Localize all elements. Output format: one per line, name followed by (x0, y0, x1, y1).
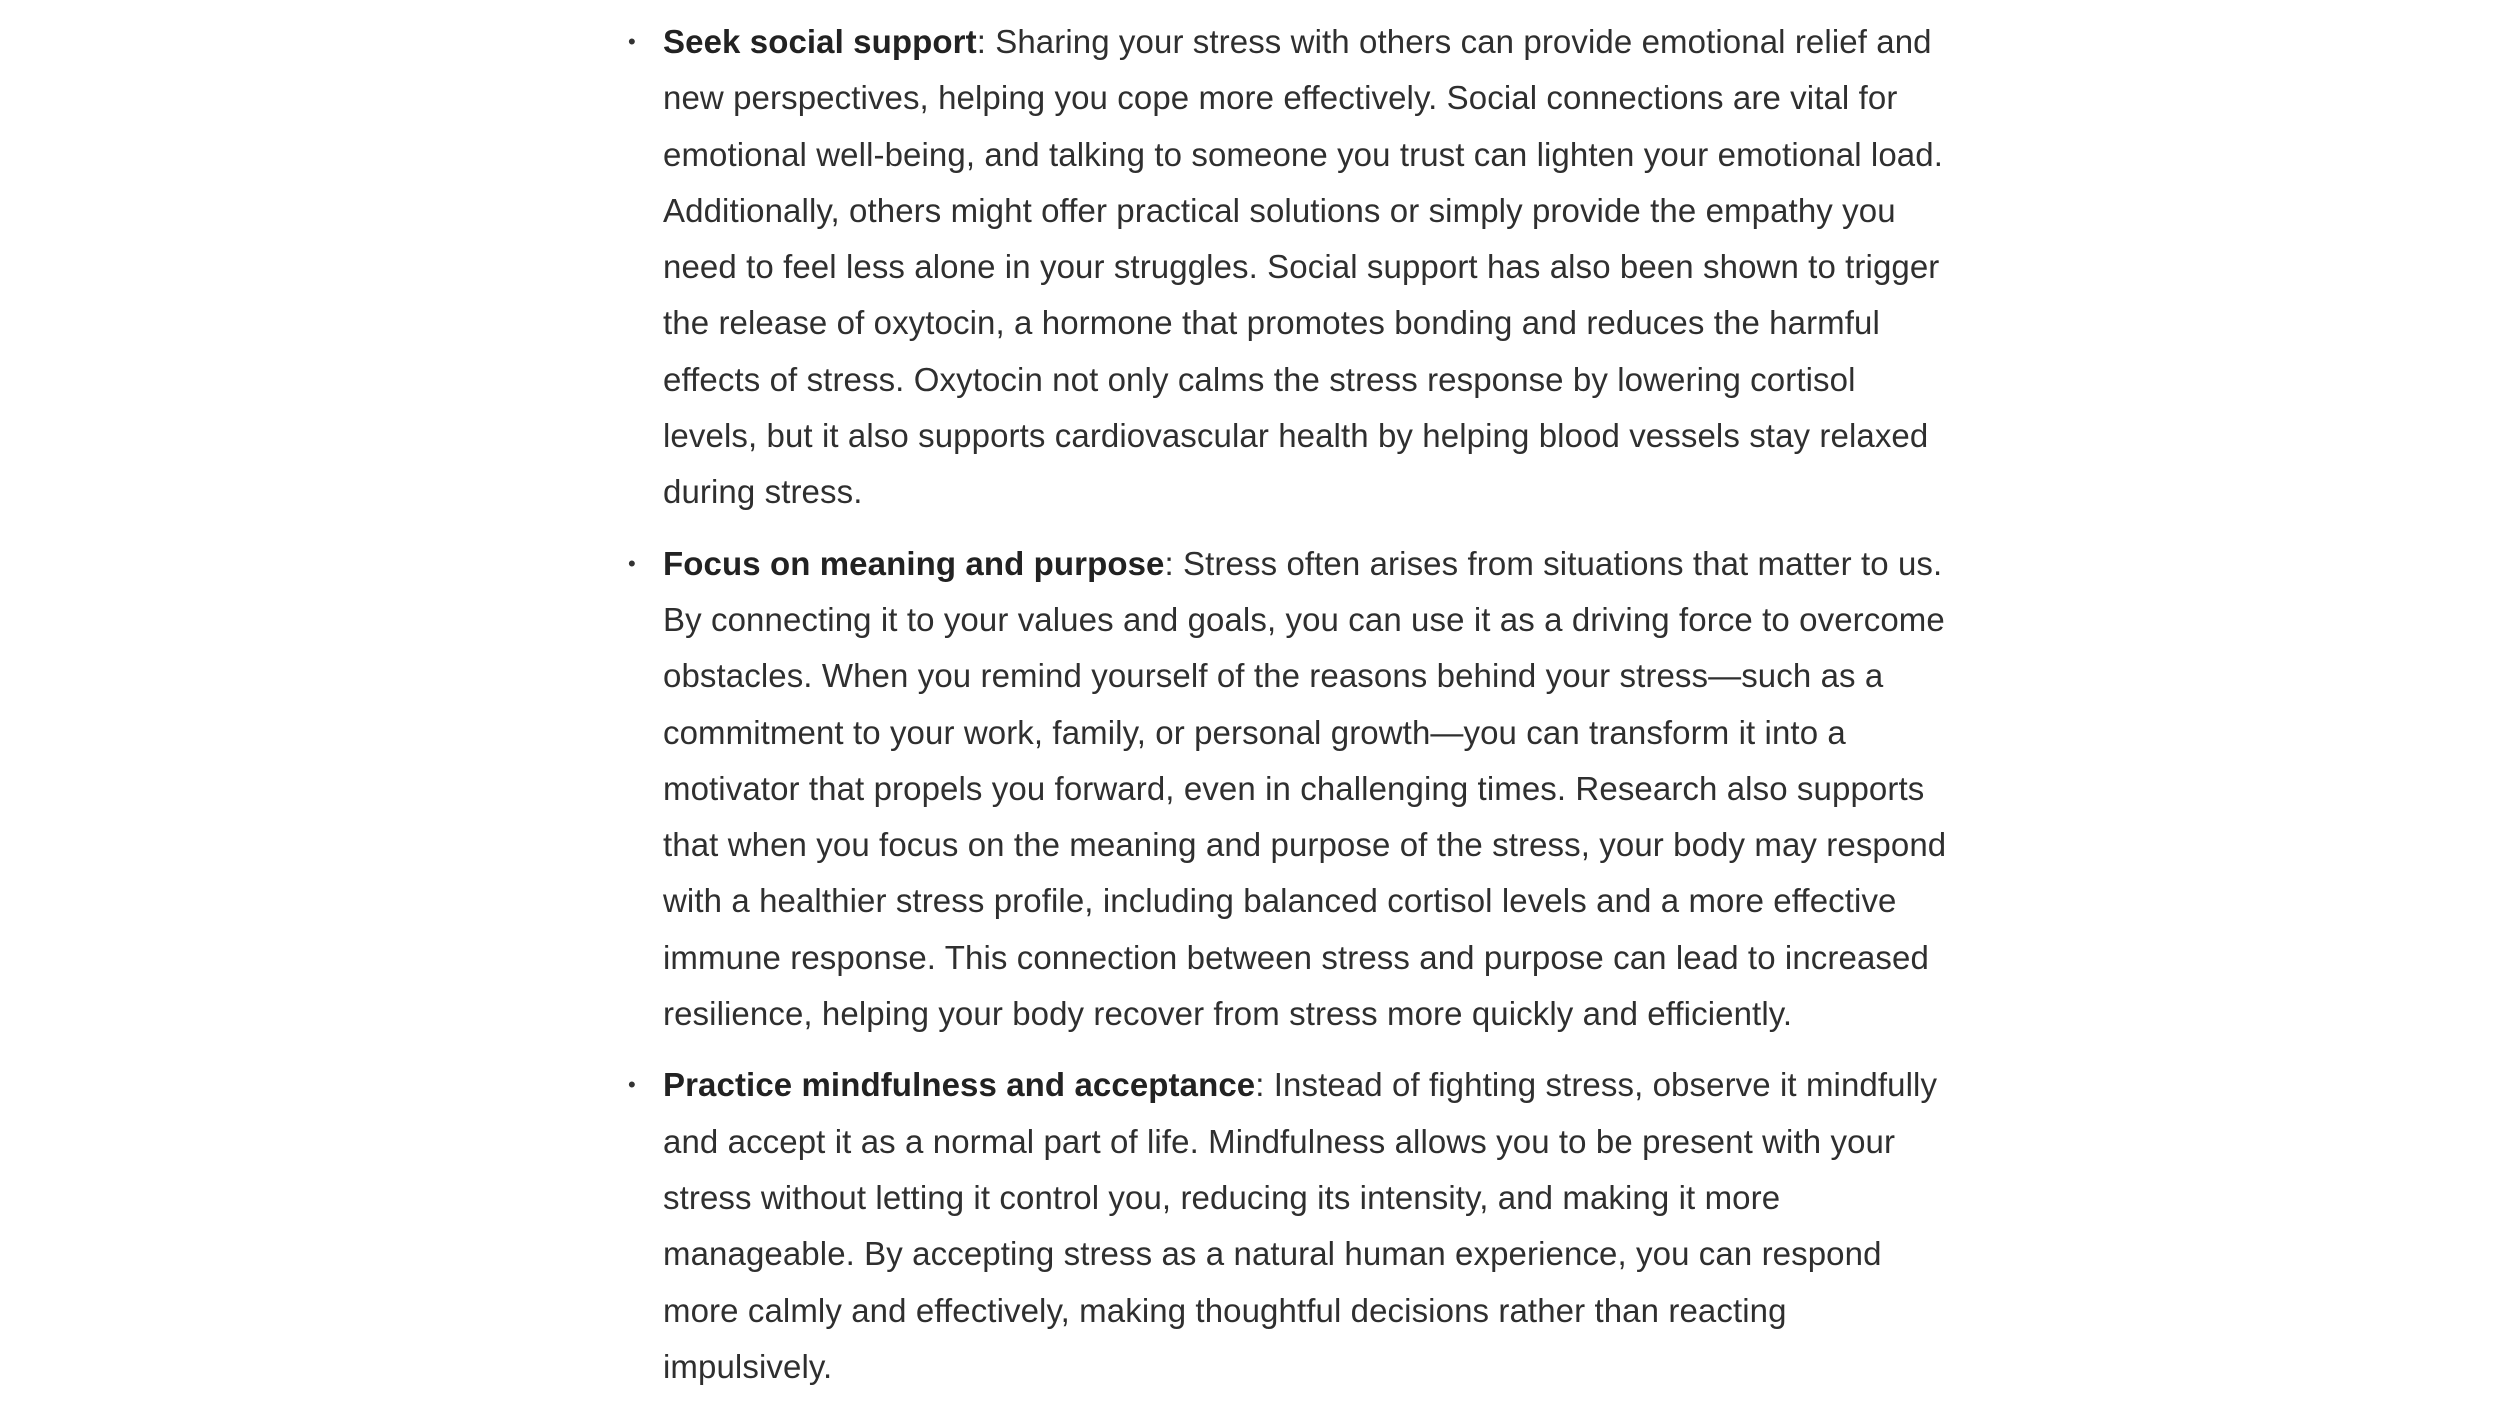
list-item-title: Seek social support (663, 23, 977, 60)
article-body (620, 14, 1950, 1410)
list-item (620, 1057, 1950, 1395)
list-item-text: : Sharing your stress with others can provide emotional relief and new perspectives, helping you cope more effectively. Social connections are vital for emotional well-being, and talking to someone you trust can lighten your emotional load. Additionally, others might offer practical solutions or simply provide the empathy you need to feel less alone in your struggles. Social support has also been shown to trigger the release of oxytocin, a hormone that promotes bonding and reduces the harmful effects of stress. Oxytocin not only calms the stress response by lowering cortisol levels, but it also supports cardiovascular health by helping blood vessels stay relaxed during stress. (663, 23, 1943, 511)
bullet-icon: • (628, 550, 636, 576)
list-item (620, 536, 1950, 1043)
list-item-title: Practice mindfulness and acceptance (663, 1066, 1256, 1104)
bullet-icon: • (628, 29, 636, 54)
bullet-icon: • (628, 1072, 636, 1098)
stress-tips-list (620, 14, 1950, 1395)
list-item (620, 14, 1950, 521)
list-item-text: : Stress often arises from situations that matter to us. By connecting it to your values and goals, you can use it as a driving force to overcome obstacles. When you remind yourself of the reasons behind your stress—such as a commitment to your work, family, or personal growth—you can transform it into a motivator that propels you forward, even in challenging times. Research also supports that when you focus on the meaning and purpose of the stress, your body may respond with a healthier stress profile, including balanced cortisol levels and a more effective immune response. This connection between stress and purpose can lead to increased resilience, helping your body recover from stress more quickly and efficiently. (663, 544, 1947, 1033)
list-item-text: : Instead of fighting stress, observe it mindfully and accept it as a normal part of life. Mindfulness allows you to be present with your stress without letting it control you, reducing its intensity, and making it more manageable. By accepting stress as a natural human experience, you can respond more calmly and effectively, making thoughtful decisions rather than reacting impulsively. (663, 1066, 1938, 1385)
list-item-title: Focus on meaning and purpose (663, 544, 1165, 582)
